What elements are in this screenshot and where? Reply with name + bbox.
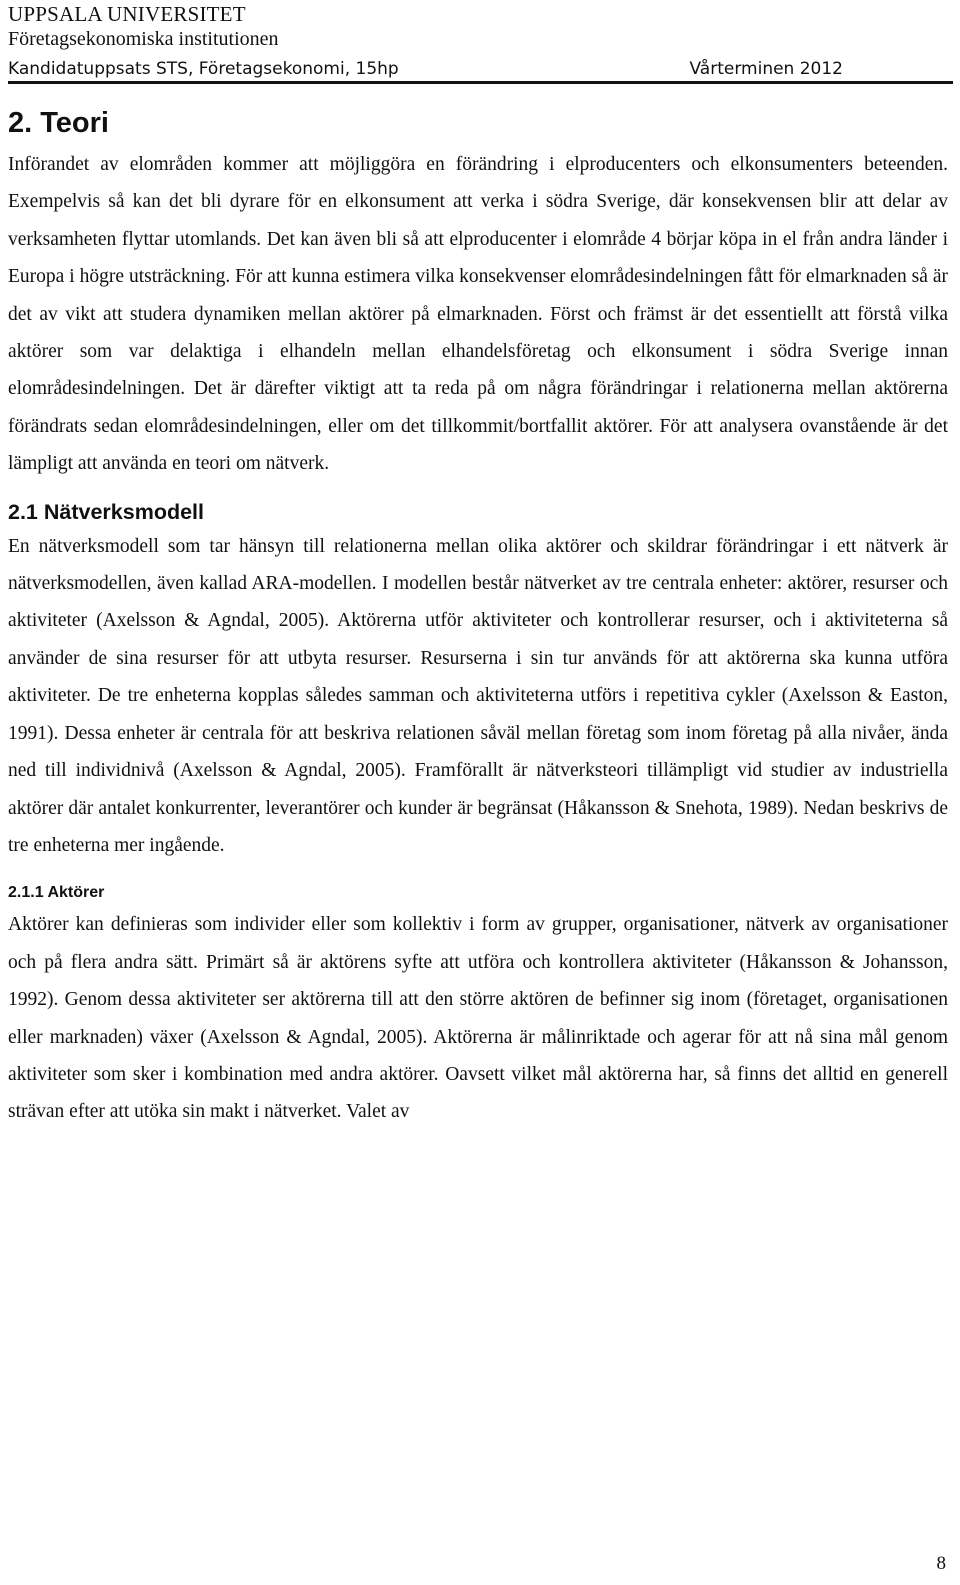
- course-title: Kandidatuppsats STS, Företagsekonomi, 15hp: [8, 59, 399, 79]
- section-heading-teori: 2. Teori: [8, 107, 109, 139]
- page-header: [8, 0, 953, 84]
- term-label: Vårterminen 2012: [689, 59, 843, 79]
- section-heading-natverksmodell: 2.1 Nätverksmodell: [8, 499, 204, 524]
- actors-paragraph: Aktörer kan definieras som individer eller som kollektiv i form av grupper, organisationer, nätverk av organisationer och på flera andra sätt. Primärt så är aktörens syfte att utföra och kontrollera aktiviteter (Håkansson & Johansson, 1992). Genom dessa aktiviteter ser aktörerna till att den större aktören de befinner sig inom (företaget, organisationen eller marknaden) växer (Axelsson & Agndal, 2005). Aktörerna är målinriktade och agerar för att nå sina mål genom aktiviteter som sker i kombination med andra aktörer. Oavsett vilket mål aktörerna har, så finns det alltid en generell strävan efter att utöka sin makt i nätverket. Valet av: [8, 914, 948, 1123]
- university-name: UPPSALA UNIVERSITET: [8, 2, 246, 26]
- network-model-paragraph: En nätverksmodell som tar hänsyn till relationerna mellan olika aktörer och skildrar förändringar i ett nätverk är nätverksmodellen, även kallad ARA-modellen. I modellen består nätverket av tre centrala enheter: aktörer, resurser och aktiviteter (Axelsson & Agndal, 2005). Aktörerna utför aktiviteter och kontrollerar resurser, och i aktiviteterna så använder de sina resurser för att utbyta resurser. Resurserna i sin tur används för att aktörerna ska kunna utföra aktiviteter. De tre enheterna kopplas således samman och aktiviteterna utförs i repetitiva cykler (Axelsson & Easton, 1991). Dessa enheter är centrala för att beskriva relationen såväl mellan företag som inom företag på alla nivåer, ända ned till individnivå (Axelsson & Agndal, 2005). Framförallt är nätverksteori tillämpligt vid studier av industriella aktörer där antalet konkurrenter, leverantörer och kunder är begränsat (Håkansson & Snehota, 1989). Nedan beskrivs de tre enheterna mer ingående.: [8, 535, 948, 856]
- intro-paragraph: Införandet av elområden kommer att möjliggöra en förändring i elproducenters och elkonsumenters beteenden. Exempelvis så kan det bli dyrare för en elkonsument att verka i södra Sverige, där konsekvensen blir att delar av verksamheten flyttar utomlands. Det kan även bli så att elproducenter i elområde 4 börjar köpa in el från andra länder i Europa i högre utsträckning. För att kunna estimera vilka konsekvenser elområdesindelningen fått för elmarknaden så är det av vikt att studera dynamiken mellan aktörer på elmarknaden. Först och främst är det essentiellt att förstå vilka aktörer som var delaktiga i elhandeln mellan elhandelsföretag och elkonsument i södra Sverige innan elområdesindelningen. Det är därefter viktigt att ta reda på om några förändringar i relationerna mellan aktörerna förändrats sedan elområdesindelningen, eller om det tillkommit/bortfallit aktörer. För att analysera ovanstående är det lämpligt att använda en teori om nätverk.: [8, 154, 948, 475]
- body-content: [8, 103, 948, 1131]
- page-number: 8: [936, 1553, 946, 1574]
- header-course-row: [8, 54, 953, 84]
- header-divider: [8, 81, 953, 84]
- section-heading-aktorer: 2.1.1 Aktörer: [8, 884, 105, 902]
- institution-name: Företagsekonomiska institutionen: [8, 28, 279, 50]
